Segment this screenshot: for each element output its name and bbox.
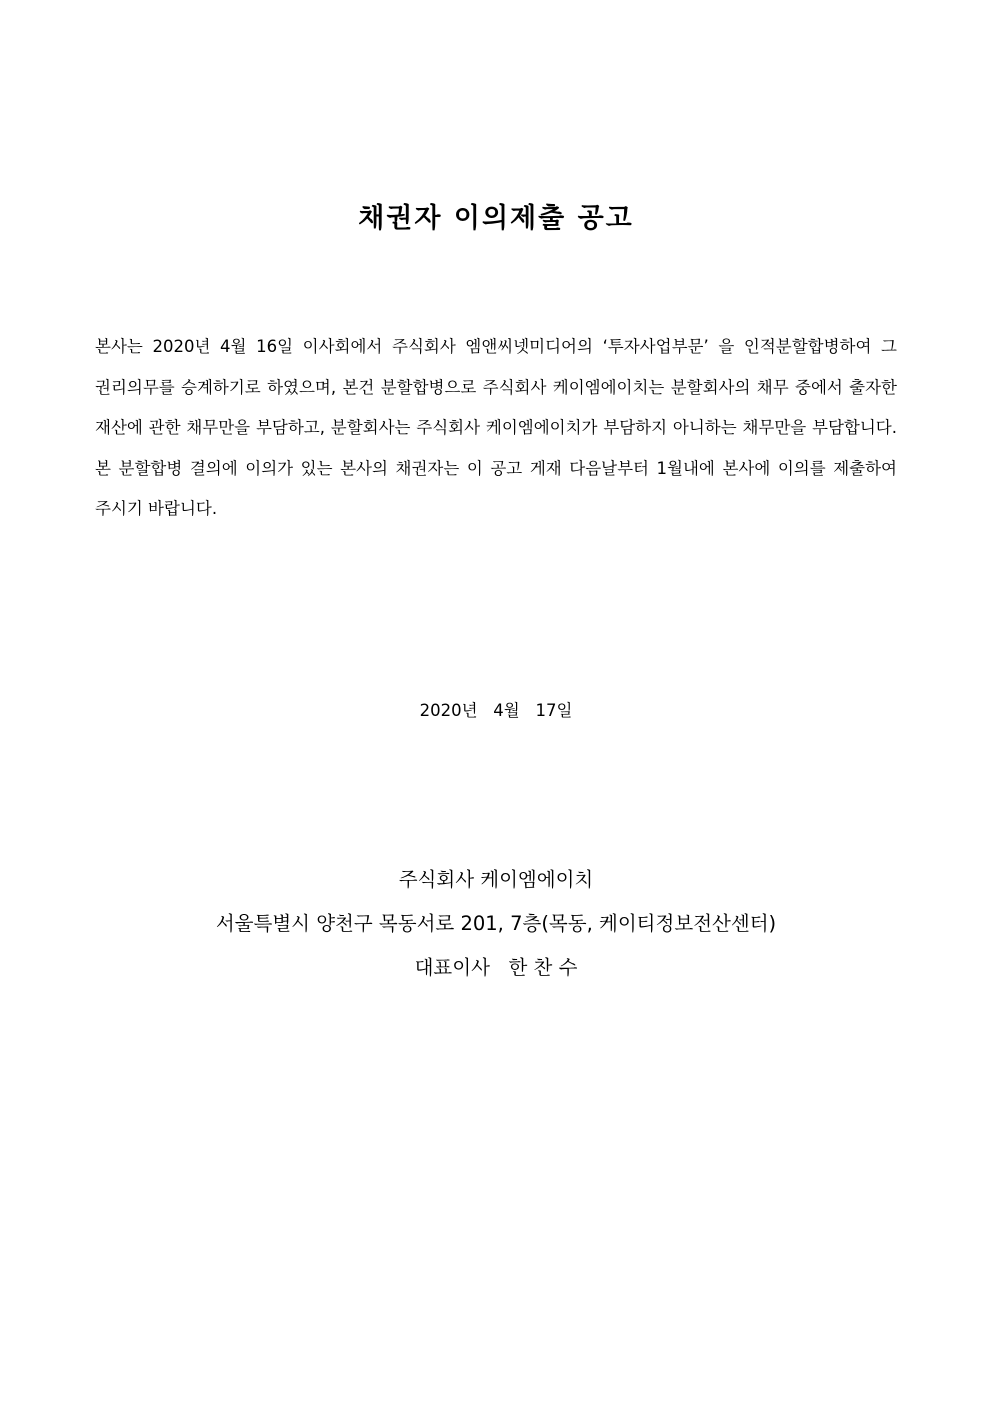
notice-date: 2020년 4월 17일 [419,701,573,720]
company-address: 서울특별시 양천구 목동서로 201, 7층(목동, 케이티정보전산센터) [215,912,777,935]
notice-body: 본사는 2020년 4월 16일 이사회에서 주식회사 엠앤씨넷미디어의 ‘투자사업부문’ 을 인적분할합병하여 그 권리의무를 승계하기로 하였으며, 본건 분할합병으로 주식회사 케이엠에이치는 분할회사의 채무 중에서 출자한 재산에 관한 채무만을 부담하고, 분할회사는 주식회사 케이엠에이치가 부담하지 아니하는 채무만을 부담합니다. 본 분할합병 결의에 이의가 있는 본사의 채권자는 이 공고 게재 다음날부터 1월내에 본사에 이의를 제출하여 주시기 바랍니다. [95,337,897,518]
notice-title: 채권자 이의제출 공고 [358,203,634,234]
signature-block [0,858,992,990]
representative: 대표이사 한 찬 수 [414,956,578,979]
company-name: 주식회사 케이엠에이치 [398,868,594,891]
